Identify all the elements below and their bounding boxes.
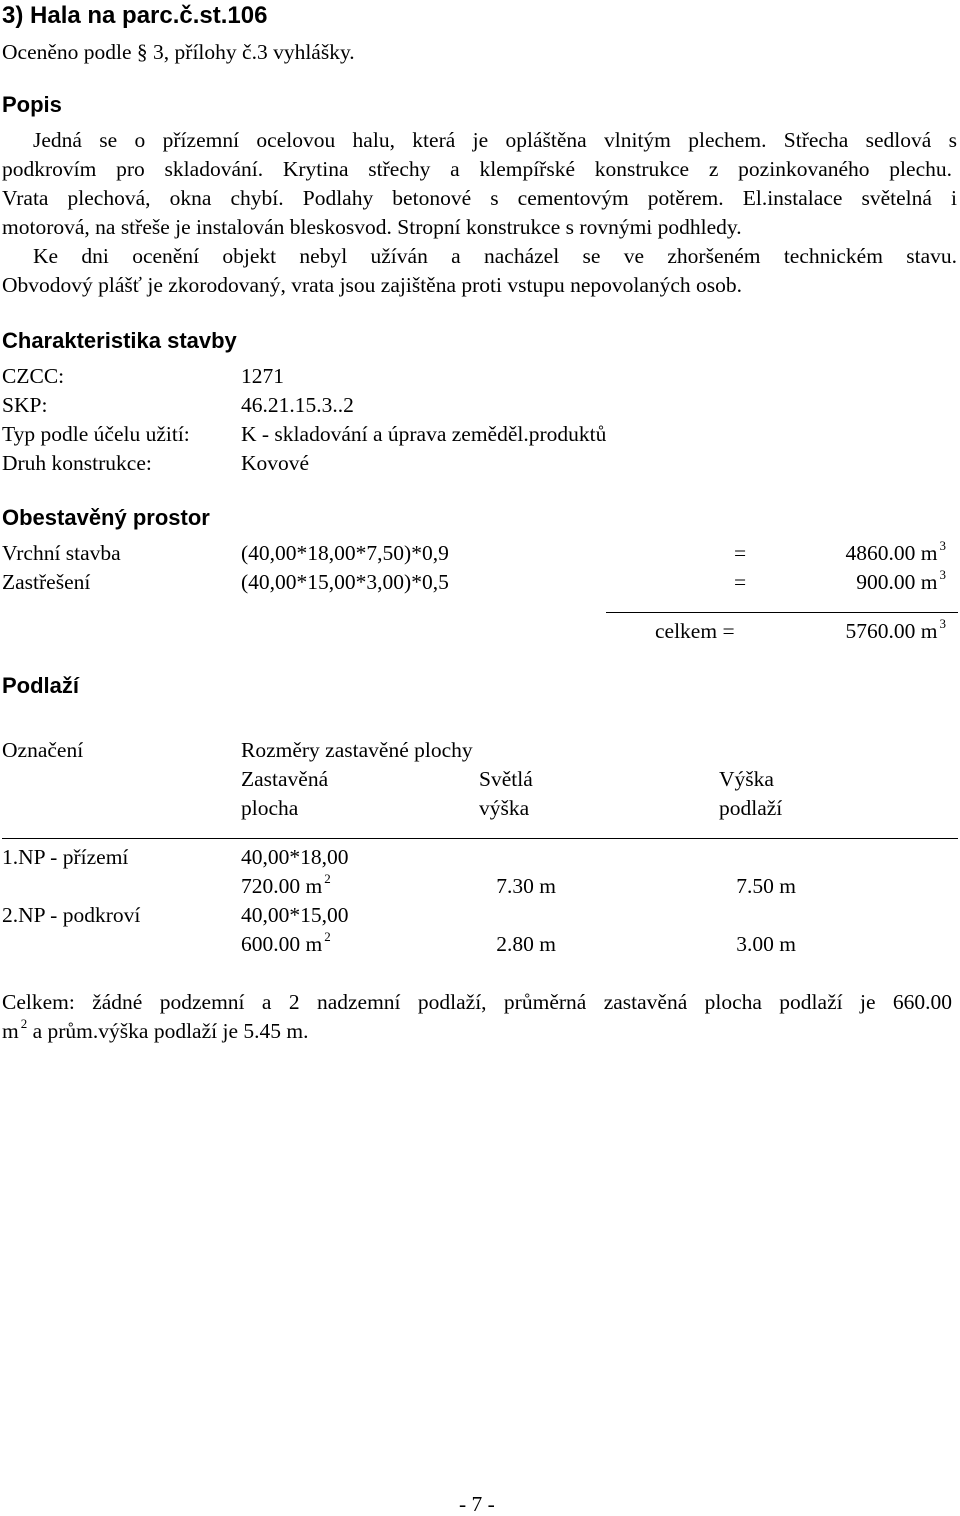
zastreseni-formula: (40,00*15,00*3,00)*0,5 xyxy=(241,570,449,594)
zastreseni-eq: = xyxy=(734,570,747,594)
col-svetla-1: Světlá xyxy=(479,767,533,791)
zastreseni-value: 900.00 m $^3$ xyxy=(856,567,946,594)
row-1-height: 7.50 m xyxy=(736,874,796,898)
row-1-clear: 7.30 m xyxy=(496,874,556,898)
row-2-clear: 2.80 m xyxy=(496,932,556,956)
popis-line-3: Vrata plechová, okna chybí. Podlahy betonové s cementovým potěrem. El.instalace světelná i xyxy=(2,186,957,210)
typ-value: K - skladování a úprava zeměděl.produktů xyxy=(241,422,607,446)
vrchni-formula: (40,00*18,00*7,50)*0,9 xyxy=(241,541,449,565)
col-oznaceni: Označení xyxy=(2,738,84,762)
skp-label: SKP: xyxy=(2,393,48,417)
row-2-area: 600.00 m $^2$ xyxy=(241,929,331,956)
zastreseni-label: Zastřešení xyxy=(2,570,91,594)
row-1-name: 1.NP - přízemí xyxy=(2,845,129,869)
popis-line-1: Jedná se o přízemní ocelovou halu, která je opláštěna vlnitým plechem. Střecha sedlová s xyxy=(33,128,957,152)
row-1-dims: 40,00*18,00 xyxy=(241,845,349,869)
col-svetla-2: výška xyxy=(479,796,530,820)
druh-label: Druh konstrukce: xyxy=(2,451,152,475)
obestaveny-heading: Obestavěný prostor xyxy=(2,505,210,530)
vrchni-value: 4860.00 m $^3$ xyxy=(845,538,946,565)
popis-line-6: Obvodový plášť je zkorodovaný, vrata jsou zajištěna proti vstupu nepovolaných osob. xyxy=(2,273,743,297)
skp-value: 46.21.15.3..2 xyxy=(241,393,354,417)
col-zastavena-2: plocha xyxy=(241,796,299,820)
czcc-value: 1271 xyxy=(241,364,284,388)
row-1-area: 720.00 m $^2$ xyxy=(241,871,331,898)
col-rozmery: Rozměry zastavěné plochy xyxy=(241,738,473,762)
total-label: celkem = xyxy=(655,619,735,643)
popis-heading: Popis xyxy=(2,92,62,117)
row-2-dims: 40,00*15,00 xyxy=(241,903,349,927)
podlazi-summary-line-2: m $^2$ a prům.výška podlaží je 5.45 m. xyxy=(2,1016,309,1043)
druh-value: Kovové xyxy=(241,451,310,475)
vrchni-eq: = xyxy=(734,541,747,565)
section-subtitle: Oceněno podle § 3, přílohy č.3 vyhlášky. xyxy=(2,40,355,64)
page-number: - 7 - xyxy=(459,1492,495,1516)
popis-line-4: motorová, na střeše je instalován bleskosvod. Stropní konstrukce s rovnými podhledy. xyxy=(2,215,742,239)
row-2-height: 3.00 m xyxy=(736,932,796,956)
podlazi-heading: Podlaží xyxy=(2,673,80,698)
typ-label: Typ podle účelu užití: xyxy=(2,422,190,446)
czcc-label: CZCC: xyxy=(2,364,65,388)
total-value: 5760.00 m $^3$ xyxy=(845,616,946,643)
table-header-rule xyxy=(2,838,958,839)
col-vyska-1: Výška xyxy=(719,767,774,791)
vrchni-label: Vrchní stavba xyxy=(2,541,121,565)
col-zastavena-1: Zastavěná xyxy=(241,767,329,791)
col-vyska-2: podlaží xyxy=(719,796,783,820)
popis-line-5: Ke dni ocenění objekt nebyl užíván a nacházel se ve zhoršeném technickém stavu. xyxy=(33,244,957,268)
section-title: 3) Hala na parc.č.st.106 xyxy=(2,2,268,29)
popis-line-2: podkrovím pro skladování. Krytina střechy a klempířské konstrukce z pozinkovaného plechu. xyxy=(2,157,952,181)
charakteristika-heading: Charakteristika stavby xyxy=(2,328,237,353)
podlazi-summary-line-1: Celkem: žádné podzemní a 2 nadzemní podlaží, průměrná zastavěná plocha podlaží je 660.00 xyxy=(2,990,952,1014)
total-rule xyxy=(606,612,958,613)
row-2-name: 2.NP - podkroví xyxy=(2,903,141,927)
